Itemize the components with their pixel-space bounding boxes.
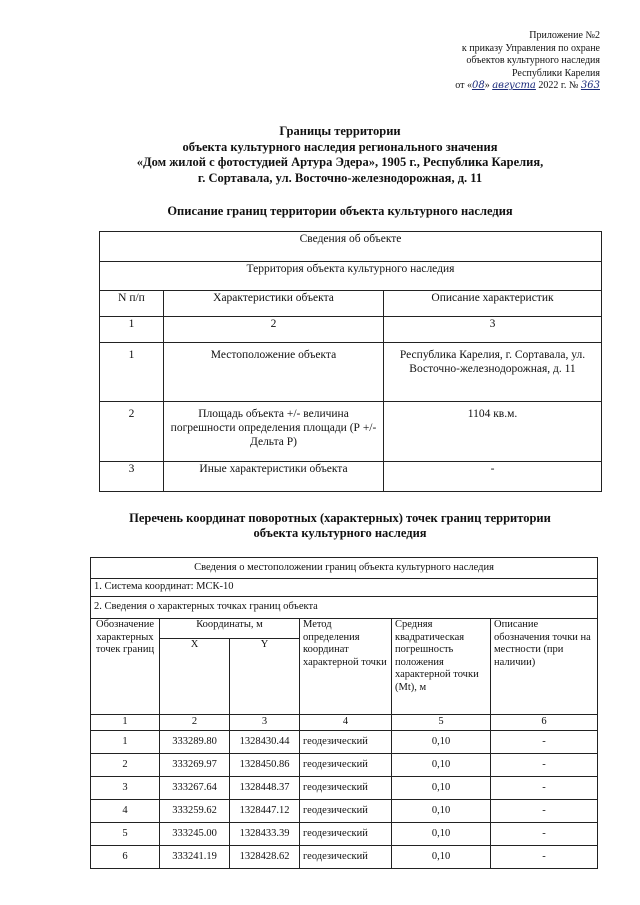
point-x: 333289.80 [160, 731, 230, 754]
appendix-line: Приложение №2 [529, 30, 600, 41]
point-id: 2 [91, 754, 160, 777]
col-designation-header: Обозначение характерных точек границ [91, 619, 160, 715]
point-method: геодезический [300, 823, 392, 846]
table2-header: Сведения о местоположении границ объекта культурного наследия [91, 558, 598, 579]
point-y: 1328428.62 [230, 846, 300, 869]
section1-title: Описание границ территории объекта культурного наследия [167, 204, 513, 218]
table1-header: Сведения об объекте [100, 232, 602, 262]
section2-title-line: объекта культурного наследия [253, 526, 427, 540]
column-number: 3 [384, 317, 602, 343]
col-number-header: N п/п [100, 291, 164, 317]
section2-title-line: Перечень координат поворотных (характерных) точек границ территории [129, 511, 551, 525]
date-mid: » [484, 80, 490, 91]
column-number: 4 [300, 715, 392, 731]
appendix-date-line [455, 80, 600, 93]
point-x: 333259.62 [160, 800, 230, 823]
column-number: 6 [491, 715, 598, 731]
row-characteristic: Местоположение объекта [164, 343, 384, 402]
date-year: 2022 г. № [538, 80, 579, 91]
document-title [60, 124, 620, 186]
point-error: 0,10 [392, 754, 491, 777]
point-error: 0,10 [392, 823, 491, 846]
title-line: объекта культурного наследия регионального значения [182, 139, 498, 154]
points-info: 2. Сведения о характерных точках границ объекта [91, 597, 598, 619]
appendix-block [455, 30, 600, 93]
point-id: 3 [91, 777, 160, 800]
point-x: 333267.64 [160, 777, 230, 800]
column-number: 5 [392, 715, 491, 731]
point-method: геодезический [300, 731, 392, 754]
title-line: «Дом жилой с фотостудией Артура Эдера», 1905 г., Республика Карелия, [136, 155, 544, 169]
point-x: 333241.19 [160, 846, 230, 869]
point-description: - [491, 800, 598, 823]
appendix-line: объектов культурного наследия [466, 55, 600, 66]
point-description: - [491, 823, 598, 846]
col-y-header: Y [230, 639, 300, 715]
row-characteristic: Площадь объекта +/- величина погрешности определения площади (Р +/- Дельта Р) [164, 402, 384, 462]
table-row [100, 343, 602, 402]
col-point-description-header: Описание обозначения точки на местности (при наличии) [491, 619, 598, 715]
row-number: 2 [100, 402, 164, 462]
point-description: - [491, 777, 598, 800]
point-error: 0,10 [392, 846, 491, 869]
table-row [91, 777, 598, 800]
point-y: 1328448.37 [230, 777, 300, 800]
point-description: - [491, 846, 598, 869]
row-number: 3 [100, 462, 164, 492]
point-method: геодезический [300, 777, 392, 800]
row-number: 1 [100, 343, 164, 402]
point-method: геодезический [300, 754, 392, 777]
handwritten-month: августа [492, 80, 536, 91]
point-error: 0,10 [392, 731, 491, 754]
row-description: - [384, 462, 602, 492]
point-y: 1328450.86 [230, 754, 300, 777]
title-line: г. Сортавала, ул. Восточно-железнодорожная, д. 11 [197, 170, 483, 185]
point-id: 4 [91, 800, 160, 823]
table1-subheader: Территория объекта культурного наследия [100, 262, 602, 291]
coordinates-table [90, 557, 598, 869]
point-y: 1328433.39 [230, 823, 300, 846]
point-id: 5 [91, 823, 160, 846]
point-error: 0,10 [392, 777, 491, 800]
row-description: Республика Карелия, г. Сортавала, ул. Восточно-железнодорожная, д. 11 [384, 343, 602, 402]
table-row [91, 846, 598, 869]
row-description: 1104 кв.м. [384, 402, 602, 462]
point-id: 6 [91, 846, 160, 869]
col-characteristic-header: Характеристики объекта [164, 291, 384, 317]
handwritten-number: 363 [580, 80, 600, 91]
column-number: 3 [230, 715, 300, 731]
table-row [91, 731, 598, 754]
point-y: 1328447.12 [230, 800, 300, 823]
column-number: 2 [164, 317, 384, 343]
table-row [100, 402, 602, 462]
point-method: геодезический [300, 846, 392, 869]
col-method-header: Метод определения координат характерной точки [300, 619, 392, 715]
appendix-line: Республики Карелия [511, 67, 600, 79]
row-characteristic: Иные характеристики объекта [164, 462, 384, 492]
handwritten-day: 08 [471, 80, 485, 91]
section2-title [60, 511, 620, 541]
col-error-header: Средняя квадратическая погрешность положения характерной точки (Mt), м [392, 619, 491, 715]
table-row [91, 754, 598, 777]
date-prefix: от « [455, 80, 472, 91]
column-number: 1 [91, 715, 160, 731]
point-error: 0,10 [392, 800, 491, 823]
column-number: 2 [160, 715, 230, 731]
point-y: 1328430.44 [230, 731, 300, 754]
point-method: геодезический [300, 800, 392, 823]
table-row [91, 823, 598, 846]
point-description: - [491, 754, 598, 777]
table-row [100, 462, 602, 492]
coordinate-system: 1. Система координат: МСК-10 [91, 579, 598, 597]
title-line: Границы территории [279, 124, 401, 138]
point-description: - [491, 731, 598, 754]
point-x: 333269.97 [160, 754, 230, 777]
column-number: 1 [100, 317, 164, 343]
point-x: 333245.00 [160, 823, 230, 846]
col-x-header: X [160, 639, 230, 715]
point-id: 1 [91, 731, 160, 754]
object-info-table [99, 231, 602, 492]
appendix-line: к приказу Управления по охране [461, 42, 600, 54]
col-description-header: Описание характеристик [384, 291, 602, 317]
col-coordinates-header: Координаты, м [160, 619, 300, 639]
table-row [91, 800, 598, 823]
